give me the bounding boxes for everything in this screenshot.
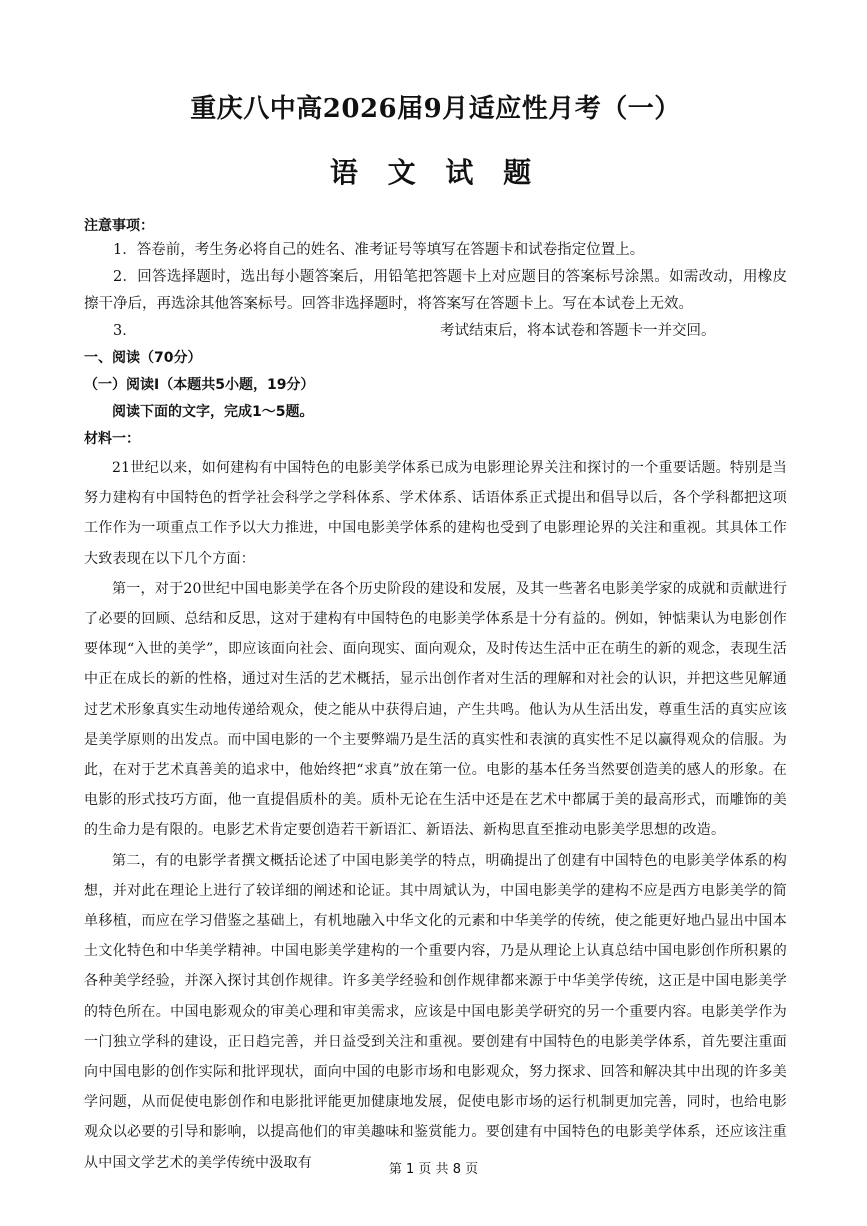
notice-item-3 xyxy=(84,318,787,345)
notice-item-2: 2．回答选择题时，选出每小题答案后，用铅笔把答题卡上对应题目的答案标号涂黑。如需改动，用橡皮擦干净后，再选涂其他答案标号。回答非选择题时，将答案写在答题卡上。写在本试卷上无效。 xyxy=(84,269,787,312)
exam-title: 重庆八中高2026届9月适应性月考（一） xyxy=(190,94,681,124)
body-paragraph-1: 21世纪以来，如何建构有中国特色的电影美学体系已成为电影理论界关注和探讨的一个重要话题。特别是当努力建构有中国特色的哲学社会科学之学科体系、学术体系、话语体系正式提出和倡导以后，各个学科都把这项工作作为一项重点工作予以大力推进，中国电影美学体系的建构也受到了电影理论界的关注和重视。其具体工作大致表现在以下几个方面： xyxy=(84,460,787,567)
body-paragraph-2: 第一，对于20世纪中国电影美学在各个历史阶段的建设和发展，及其一些著名电影美学家的成就和贡献进行了必要的回顾、总结和反思，这对于建构有中国特色的电影美学体系是十分有益的。例如，钟惦棐认为电影创作要体现“入世的美学”，即应该面向社会、面向现实、面向观众，及时传达生活中正在萌生的新的观念，表现生活中正在成长的新的性格，通过对生活的艺术概括，显示出创作者对生活的理解和对社会的认识，并把这些见解通过艺术形象真实生动地传递给观众，使之能从中获得启迪，产生共鸣。他认为从生活出发，尊重生活的真实应该是美学原则的出发点。而中国电影的一个主要弊端乃是生活的真实性和表演的真实性不足以赢得观众的信服。为此，在对于艺术真善美的追求中，他始终把“求真”放在第一位。电影的基本任务当然要创造美的感人的形象。在电影的形式技巧方面，他一直提倡质朴的美。质朴无论在生活中还是在艺术中都属于美的最高形式，而雕饰的美的生命力是有限的。电影艺术肯定要创造若干新语汇、新语法、新构思直至推动电影美学思想的改造。 xyxy=(84,580,787,839)
subsection-heading: （一）阅读Ⅰ（本题共5小题，19分） xyxy=(84,377,315,393)
exam-subtitle: 语 文 试 题 xyxy=(329,156,542,189)
body-paragraph-3: 第二，有的电影学者撰文概括论述了中国电影美学的特点，明确提出了创建有中国特色的电影美学体系的构想，并对此在理论上进行了较详细的阐述和论证。其中周斌认为，中国电影美学的建构不应是西方电影美学的简单移植，而应在学习借鉴之基础上，有机地融入中华文化的元素和中华美学的传统，使之能更好地凸显出中国本土文化特色和中华美学精神。中国电影美学建构的一个重要内容，乃是从理论上认真总结中国电影创作所积累的各种美学经验，并深入探讨其创作规律。许多美学经验和创作规律都来源于中华美学传统，这正是中国电影美学的特色所在。中国电影观众的审美心理和审美需求，应该是中国电影美学研究的另一个重要内容。电影美学作为一门独立学科的建设，正日趋完善，并日益受到关注和重视。要创建有中国特色的电影美学体系，首先要注重面向中国电影的创作实际和批评现状，面向中国的电影市场和电影观众，努力探求、回答和解决其中出现的许多美学问题，从而促使电影创作和电影批评能更加健康地发展，促使电影市场的运行机制更加完善，同时，也给电影观众以必要的引导和影响，以提高他们的审美趣味和鉴赏能力。要创建有中国特色的电影美学体系，还应该注重从中国文学艺术的美学传统中汲取有 xyxy=(84,852,787,1171)
notice-item-3-text: 考试结束后，将本试卷和答题卡一并交回。 xyxy=(440,323,716,339)
notice-item-1: 1．答卷前，考生务必将自己的姓名、准考证号等填写在答题卡和试卷指定位置上。 xyxy=(113,242,645,258)
section-heading: 一、阅读（70分） xyxy=(84,350,202,366)
material-label: 材料一： xyxy=(84,431,140,447)
notice-item-3-number: 3． xyxy=(113,323,137,339)
reading-instruction: 阅读下面的文字，完成1～5题。 xyxy=(112,404,314,420)
notice-heading: 注意事项： xyxy=(84,218,154,234)
page-number: 第 1 页 共 8 页 xyxy=(388,1162,479,1177)
